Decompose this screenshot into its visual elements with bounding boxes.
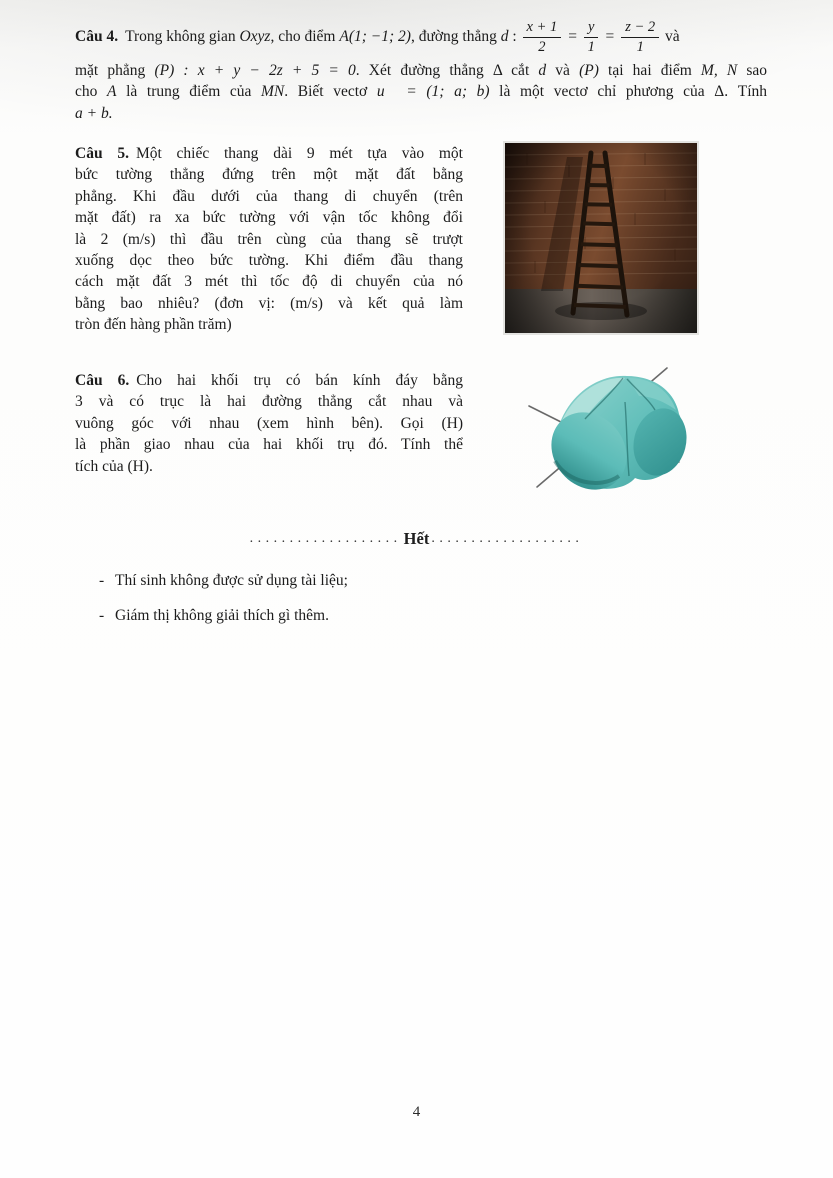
q4-d: d <box>538 62 547 79</box>
q6-line: là phần giao nhau của hai khối trụ đó. Tính thể <box>75 436 463 454</box>
q4-point-a: A(1; −1; 2) <box>339 28 411 45</box>
q4-segment-mn: MN <box>261 83 285 101</box>
q5-label: Câu 5. <box>75 145 129 162</box>
dotted-leader-left: ................... <box>249 531 402 546</box>
q4-label: Câu 4. <box>75 28 119 45</box>
exam-note-item <box>99 570 519 592</box>
q4-line-4: a + b. <box>75 104 113 122</box>
q5-line: tròn đến hàng phần trăm) <box>75 316 232 334</box>
ladder-photo-illustration <box>505 143 697 333</box>
q4-d: d <box>500 28 509 45</box>
q4-plane-equation: (P) : x + y − 2z + 5 = 0 <box>154 62 356 79</box>
q5-lines <box>75 164 463 335</box>
q4-vector-u: u⃗ = (1; a; b) <box>376 83 490 101</box>
q5-line: cách mặt đất 3 mét thì tốc độ di chuyển của nó <box>75 273 463 291</box>
q4-text: tại hai điểm <box>598 62 701 79</box>
cylinders-illustration <box>527 366 702 494</box>
dotted-leader-right: ................... <box>431 531 584 546</box>
q4-text: và <box>546 62 580 79</box>
question-5-text <box>75 143 463 336</box>
dash-marker: - <box>99 572 105 589</box>
q4-text: Trong không gian <box>125 28 240 45</box>
q5-line: mặt đất) ra xa bức tường với vận tốc không đổi <box>75 209 463 227</box>
q6-text: Cho hai khối trụ có bán kính đáy bằng <box>136 372 463 389</box>
q4-text: là một vectơ chỉ phương của Δ. Tính <box>489 83 767 101</box>
q4-oxyz: Oxyz <box>239 28 271 45</box>
fraction-y-over-1: $\frac{y}{1}$ <box>584 19 598 56</box>
q4-points-mn: M, N <box>700 62 738 79</box>
q4-plane: (P) <box>579 62 599 79</box>
exam-notes <box>99 570 519 640</box>
q4-line-3 <box>75 81 767 102</box>
q4-text: là trung điểm của <box>116 83 262 101</box>
end-label: Hết <box>403 529 430 548</box>
q6-lines <box>75 391 463 477</box>
q4-text: , đường thẳng <box>410 28 501 45</box>
q4-text: và <box>661 28 680 45</box>
note-text: Giám thị không giải thích gì thêm. <box>115 607 329 624</box>
q4-text: . Biết vectơ <box>284 83 377 101</box>
question-6-text <box>75 370 463 477</box>
end-marker-line <box>0 529 833 549</box>
q4-text: . Xét đường thẳng Δ cắt <box>355 62 539 79</box>
q4-line-1 <box>75 14 767 60</box>
exam-note-item <box>99 605 519 627</box>
q4-text: : <box>508 28 521 45</box>
q4-line-2 <box>75 60 767 81</box>
ladder-photo-figure <box>503 141 699 335</box>
q5-line: phẳng. Khi đầu dưới của thang di chuyển (trên <box>75 187 463 205</box>
q5-line-1 <box>75 143 463 164</box>
question-4 <box>75 14 767 124</box>
equals-sign: = <box>568 28 578 45</box>
q5-text: Một chiếc thang dài 9 mét tựa vào một <box>135 145 463 162</box>
intersecting-cylinders-figure <box>527 366 702 499</box>
q5-line: bức tường thẳng đứng trên một mặt đất bằng <box>75 166 463 184</box>
fraction-z-minus-2-over-1: $\frac{z - 2}{1}$ <box>621 19 659 56</box>
note-text: Thí sinh không được sử dụng tài liệu; <box>115 572 348 589</box>
q6-line: 3 và có trục là hai đường thẳng cắt nhau và <box>75 393 463 411</box>
fraction-x-plus-1-over-2: $\frac{x + 1}{2}$ <box>523 19 562 56</box>
q4-text: sao <box>737 62 768 79</box>
page-number: 4 <box>412 1104 421 1120</box>
q6-line: vuông góc với nhau (xem hình bên). Gọi (H) <box>75 414 463 432</box>
q4-text: mặt phẳng <box>75 62 155 79</box>
q6-line-1 <box>75 370 463 391</box>
dash-marker: - <box>99 607 105 624</box>
q4-text: cho <box>75 83 108 101</box>
q5-line: xuống dọc theo bức tường. Khi điểm đầu thang <box>75 252 463 270</box>
q6-label: Câu 6. <box>75 372 130 389</box>
q6-line: tích của (H). <box>75 457 153 475</box>
q5-line: bằng bao nhiêu? (đơn vị: (m/s) và kết quả làm <box>75 294 463 312</box>
q4-text: , cho điểm <box>270 28 340 45</box>
q4-point: A <box>107 83 117 101</box>
equals-sign: = <box>605 28 615 45</box>
q5-line: là 2 (m/s) thì đầu trên cùng của thang sẽ trượt <box>75 230 463 248</box>
